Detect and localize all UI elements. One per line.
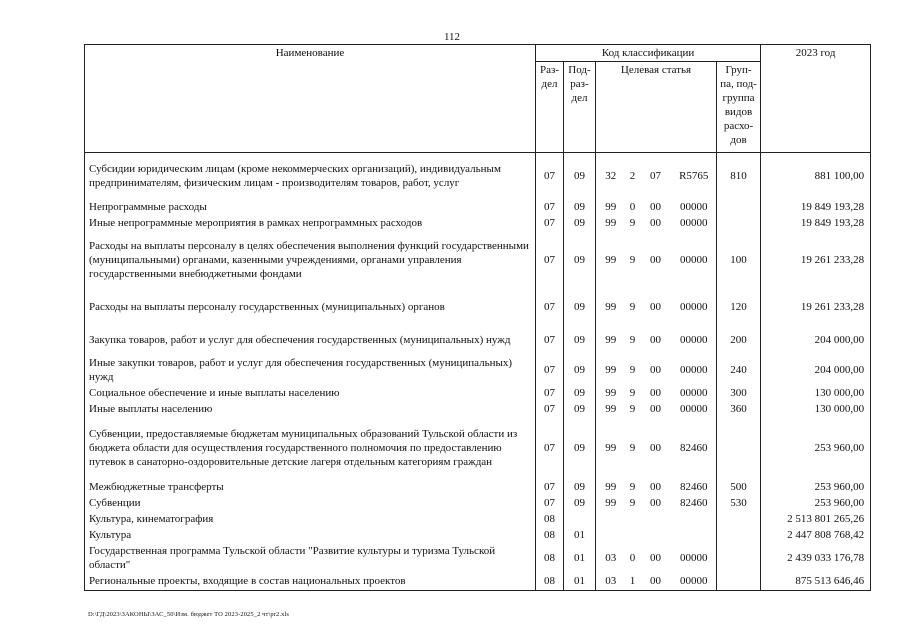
- row-razdel: 07: [536, 479, 564, 495]
- row-amount: 2 513 801 265,26: [761, 511, 871, 527]
- row-target-direction: 00000: [672, 231, 717, 289]
- row-target-event: 07: [650, 169, 661, 182]
- row-target-subprogram: 1: [626, 573, 640, 591]
- row-target-event: 00: [650, 496, 661, 509]
- budget-table: [84, 44, 871, 591]
- row-target-event: [640, 511, 672, 527]
- row-razdel: 08: [536, 573, 564, 591]
- row-target-program: 99: [596, 199, 626, 215]
- row-name: Региональные проекты, входящие в состав национальных проектов: [85, 573, 536, 591]
- row-razdel: 07: [536, 153, 564, 199]
- row-target-subprogram: 2: [629, 169, 636, 182]
- row-amount: 204 000,00: [761, 355, 871, 385]
- row-razdel: 08: [536, 527, 564, 543]
- row-expense-group: [717, 215, 761, 231]
- row-expense-group: 360: [717, 401, 761, 417]
- row-name: Межбюджетные трансферты: [85, 479, 536, 495]
- row-target-event: 00: [650, 200, 661, 213]
- row-name: Культура, кинематография: [85, 511, 536, 527]
- row-razdel: 08: [536, 511, 564, 527]
- row-target-program: 03: [596, 573, 626, 591]
- header-razdel: Раз- дел: [536, 62, 564, 153]
- table-row: [85, 511, 871, 527]
- row-target-subprogram: [626, 527, 640, 543]
- row-amount: 253 960,00: [761, 495, 871, 511]
- row-expense-group: 100: [717, 231, 761, 289]
- row-target-event: 00: [650, 253, 661, 266]
- row-expense-group: [717, 199, 761, 215]
- row-expense-group: [717, 417, 761, 479]
- row-razdel: 07: [536, 417, 564, 479]
- row-name: Закупка товаров, работ и услуг для обеспечения государственных (муниципальных) нужд: [85, 325, 536, 355]
- table-row: [85, 417, 871, 479]
- row-podrazdel: 01: [564, 573, 596, 591]
- row-target-program: 99: [596, 231, 626, 289]
- row-podrazdel: [564, 511, 596, 527]
- row-target-program: 32: [596, 153, 626, 199]
- row-expense-group: 240: [717, 355, 761, 385]
- row-target-subprogram: 9: [629, 496, 636, 509]
- row-amount: 204 000,00: [761, 325, 871, 355]
- row-target-program: [596, 511, 626, 527]
- row-razdel: 07: [536, 385, 564, 401]
- row-target-direction: 00000: [672, 385, 717, 401]
- row-target-direction: 00000: [672, 289, 717, 325]
- row-name: Субсидии юридическим лицам (кроме некоммерческих организаций), индивидуальным предпринимателям, физическим лицам - производителям товаров, работ, услуг: [85, 153, 536, 199]
- row-podrazdel: 09: [564, 215, 596, 231]
- row-razdel: 07: [536, 401, 564, 417]
- row-amount: 2 439 033 176,78: [761, 543, 871, 573]
- row-target-event: 00: [650, 333, 661, 346]
- row-razdel: 07: [536, 289, 564, 325]
- row-amount: 130 000,00: [761, 385, 871, 401]
- row-expense-group: 810: [717, 153, 761, 199]
- row-expense-group: 500: [717, 479, 761, 495]
- table-row: [85, 325, 871, 355]
- row-target-direction: 82460: [672, 479, 717, 495]
- table-row: [85, 479, 871, 495]
- row-amount: 19 261 233,28: [761, 289, 871, 325]
- row-amount: 253 960,00: [761, 479, 871, 495]
- page-number: 112: [443, 31, 461, 43]
- row-target-subprogram: 0: [629, 551, 636, 564]
- row-expense-group: [717, 543, 761, 573]
- row-target-program: 99: [596, 385, 626, 401]
- row-name: Иные закупки товаров, работ и услуг для обеспечения государственных (муниципальных) нужд: [85, 355, 536, 385]
- row-target-program: 99: [596, 495, 626, 511]
- row-amount: 253 960,00: [761, 417, 871, 479]
- table-row: [85, 355, 871, 385]
- row-target-direction: 00000: [672, 573, 717, 591]
- row-target-subprogram: 9: [629, 300, 636, 313]
- row-target-event: 00: [650, 363, 661, 376]
- row-target-direction: 00000: [672, 543, 717, 573]
- row-target-subprogram: 0: [629, 200, 636, 213]
- header-podrazdel: Под- раз- дел: [564, 62, 596, 153]
- table-row: [85, 401, 871, 417]
- row-target-subprogram: [626, 511, 640, 527]
- row-podrazdel: 09: [564, 231, 596, 289]
- row-target-program: 99: [596, 355, 626, 385]
- row-target-direction: 00000: [672, 401, 717, 417]
- row-name: Непрограммные расходы: [85, 199, 536, 215]
- row-amount: 19 849 193,28: [761, 199, 871, 215]
- row-podrazdel: 09: [564, 479, 596, 495]
- table-row: [85, 215, 871, 231]
- row-name: Субвенции, предоставляемые бюджетам муниципальных образований Тульской области из бюджета области для осуществления государственного полномочия по предоставлению путевок в санаторно-оздоровительные детские лагеря отдельным категориям граждан: [85, 417, 536, 479]
- row-target-event: 00: [650, 441, 661, 454]
- row-target-event: 00: [650, 386, 661, 399]
- row-target-event: 00: [650, 300, 661, 313]
- row-target-subprogram: 9: [629, 441, 636, 454]
- row-target-direction: [672, 511, 717, 527]
- row-expense-group: [717, 573, 761, 591]
- table-row: [85, 199, 871, 215]
- header-target: Целевая статья: [596, 62, 717, 153]
- row-expense-group: [717, 511, 761, 527]
- row-target-subprogram: 9: [629, 480, 636, 493]
- row-target-event: 00: [650, 551, 661, 564]
- row-podrazdel: 09: [564, 401, 596, 417]
- row-target-direction: 00000: [672, 355, 717, 385]
- row-amount: 881 100,00: [761, 153, 871, 199]
- row-target-subprogram: 9: [629, 402, 636, 415]
- row-name: Иные выплаты населению: [85, 401, 536, 417]
- row-target-subprogram: 9: [629, 363, 636, 376]
- header-year: 2023 год: [761, 45, 871, 153]
- row-podrazdel: 09: [564, 417, 596, 479]
- row-podrazdel: 01: [564, 543, 596, 573]
- row-razdel: 07: [536, 355, 564, 385]
- row-name: Государственная программа Тульской области "Развитие культуры и туризма Тульской области": [85, 543, 536, 573]
- row-target-event: 00: [650, 480, 661, 493]
- row-podrazdel: 09: [564, 153, 596, 199]
- row-razdel: 07: [536, 325, 564, 355]
- row-razdel: 07: [536, 231, 564, 289]
- row-podrazdel: 09: [564, 385, 596, 401]
- row-expense-group: [717, 527, 761, 543]
- row-target-direction: 82460: [672, 417, 717, 479]
- header-group: Груп- па, под- группа видов расхо- дов: [717, 62, 761, 153]
- row-podrazdel: 09: [564, 355, 596, 385]
- table-row: [85, 573, 871, 591]
- row-podrazdel: 01: [564, 527, 596, 543]
- row-target-program: 99: [596, 479, 626, 495]
- row-target-program: 99: [596, 289, 626, 325]
- row-amount: 2 447 808 768,42: [761, 527, 871, 543]
- row-name: Субвенции: [85, 495, 536, 511]
- row-amount: 875 513 646,46: [761, 573, 871, 591]
- table-row: [85, 527, 871, 543]
- row-amount: 19 849 193,28: [761, 215, 871, 231]
- row-target-program: 99: [596, 401, 626, 417]
- row-target-program: [596, 527, 626, 543]
- table-row: [85, 385, 871, 401]
- row-name: Расходы на выплаты персоналу государственных (муниципальных) органов: [85, 289, 536, 325]
- row-razdel: 07: [536, 495, 564, 511]
- row-target-program: 99: [596, 325, 626, 355]
- row-razdel: 07: [536, 199, 564, 215]
- row-name: Культура: [85, 527, 536, 543]
- row-expense-group: 120: [717, 289, 761, 325]
- row-podrazdel: 09: [564, 495, 596, 511]
- table-row: [85, 231, 871, 289]
- footer-file-path: D:\ГД\2023\ЗАКОНЫ\ЗАС_50\Изм. бюджет ТО 2023-2025_2 чт\pr2.xls: [88, 611, 289, 618]
- row-target-program: 99: [596, 215, 626, 231]
- row-target-direction: R5765: [672, 153, 717, 199]
- table-header: [85, 45, 871, 153]
- row-podrazdel: 09: [564, 289, 596, 325]
- row-target-direction: [672, 527, 717, 543]
- header-code-group: Код классификации: [536, 45, 761, 62]
- row-target-event: 00: [640, 573, 672, 591]
- row-target-direction: 82460: [672, 495, 717, 511]
- row-razdel: 07: [536, 215, 564, 231]
- row-expense-group: 200: [717, 325, 761, 355]
- row-target-event: 00: [650, 216, 661, 229]
- row-target-subprogram: 9: [629, 253, 636, 266]
- table-row: [85, 543, 871, 573]
- table-row: [85, 153, 871, 199]
- row-target-event: 00: [650, 402, 661, 415]
- row-target-program: 03: [596, 543, 626, 573]
- table-body: [85, 153, 871, 591]
- row-target-subprogram: 9: [629, 333, 636, 346]
- row-target-subprogram: 9: [629, 216, 636, 229]
- row-podrazdel: 09: [564, 199, 596, 215]
- row-expense-group: 530: [717, 495, 761, 511]
- row-name: Иные непрограммные мероприятия в рамках непрограммных расходов: [85, 215, 536, 231]
- row-expense-group: 300: [717, 385, 761, 401]
- row-target-direction: 00000: [672, 215, 717, 231]
- header-name: Наименование: [85, 45, 536, 153]
- table-row: [85, 495, 871, 511]
- row-name: Социальное обеспечение и иные выплаты населению: [85, 385, 536, 401]
- row-target-subprogram: 9: [629, 386, 636, 399]
- row-target-program: 99: [596, 417, 626, 479]
- table-row: [85, 289, 871, 325]
- row-target-direction: 00000: [672, 325, 717, 355]
- row-name: Расходы на выплаты персоналу в целях обеспечения выполнения функций государственными (муниципальными) органами, казенными учреждениями, органами управления государственными внебюджетными фондами: [85, 231, 536, 289]
- row-razdel: 08: [536, 543, 564, 573]
- row-podrazdel: 09: [564, 325, 596, 355]
- row-target-direction: 00000: [672, 199, 717, 215]
- row-target-event: [640, 527, 672, 543]
- row-amount: 19 261 233,28: [761, 231, 871, 289]
- row-amount: 130 000,00: [761, 401, 871, 417]
